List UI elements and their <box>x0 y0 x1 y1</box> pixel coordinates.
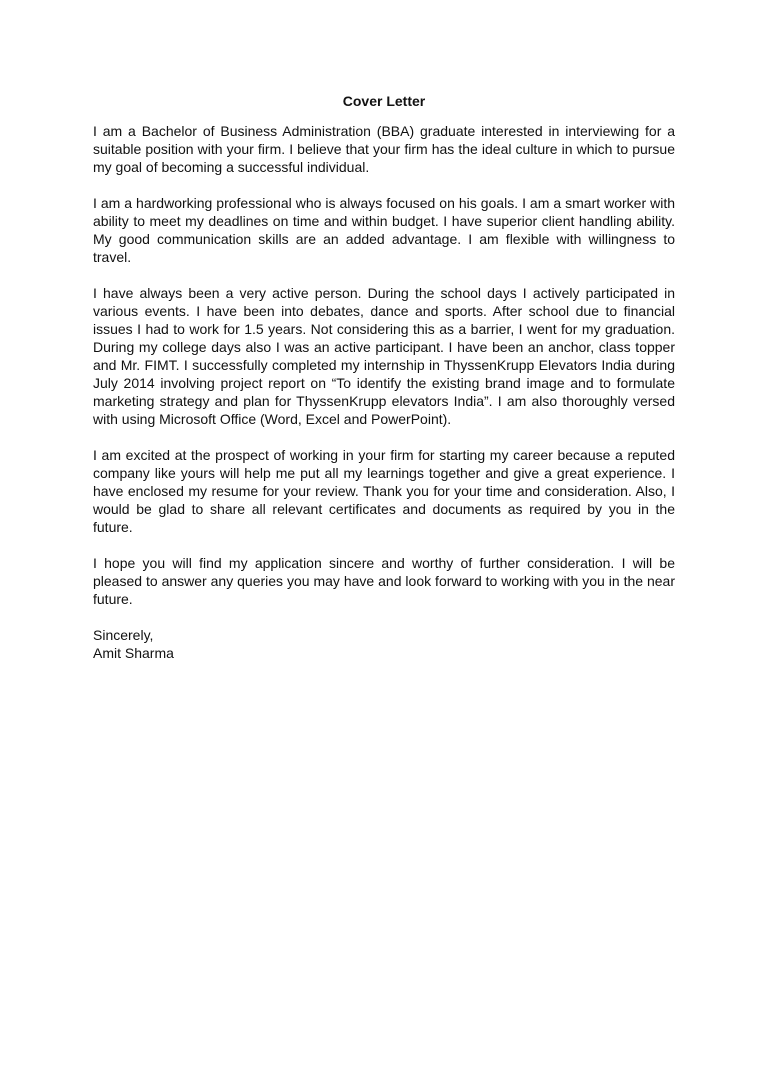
closing-salutation: Sincerely, <box>93 627 154 643</box>
paragraph-motivation: I am excited at the prospect of working in your firm for starting my career because a reputed company like yours will help me put all my learnings together and give a great experience. I have enclosed my resume for your review. Thank you for your time and consideration. Also, I would be glad to share all relevant certificates and documents as required by you in the future. <box>93 447 675 535</box>
paragraph-strengths: I am a hardworking professional who is always focused on his goals. I am a smart worker with ability to meet my deadlines on time and within budget. I have superior client handling ability. My good communication skills are an added advantage. I am flexible with willingness to travel. <box>93 195 675 265</box>
cover-letter-page <box>93 92 675 662</box>
paragraph-introduction: I am a Bachelor of Business Administration (BBA) graduate interested in interviewing for a suitable position with your firm. I believe that your firm has the ideal culture in which to pursue my goal of becoming a successful individual. <box>93 123 675 175</box>
paragraph-background: I have always been a very active person. During the school days I actively participated in various events. I have been into debates, dance and sports. After school due to financial issues I had to work for 1.5 years. Not considering this as a barrier, I went for my graduation. During my college days also I was an active participant. I have been an anchor, class topper and Mr. FIMT. I successfully completed my internship in ThyssenKrupp Elevators India during July 2014 involving project report on “To identify the existing brand image and to formulate marketing strategy and plan for ThyssenKrupp elevators India”. I am also thoroughly versed with using Microsoft Office (Word, Excel and PowerPoint). <box>93 285 675 427</box>
letter-closing-block <box>93 626 675 662</box>
paragraph-conclusion: I hope you will find my application sincere and worthy of further consideration. I will be pleased to answer any queries you may have and look forward to working with you in the near future. <box>93 555 675 607</box>
signature-name: Amit Sharma <box>93 645 174 661</box>
letter-title: Cover Letter <box>342 93 426 109</box>
